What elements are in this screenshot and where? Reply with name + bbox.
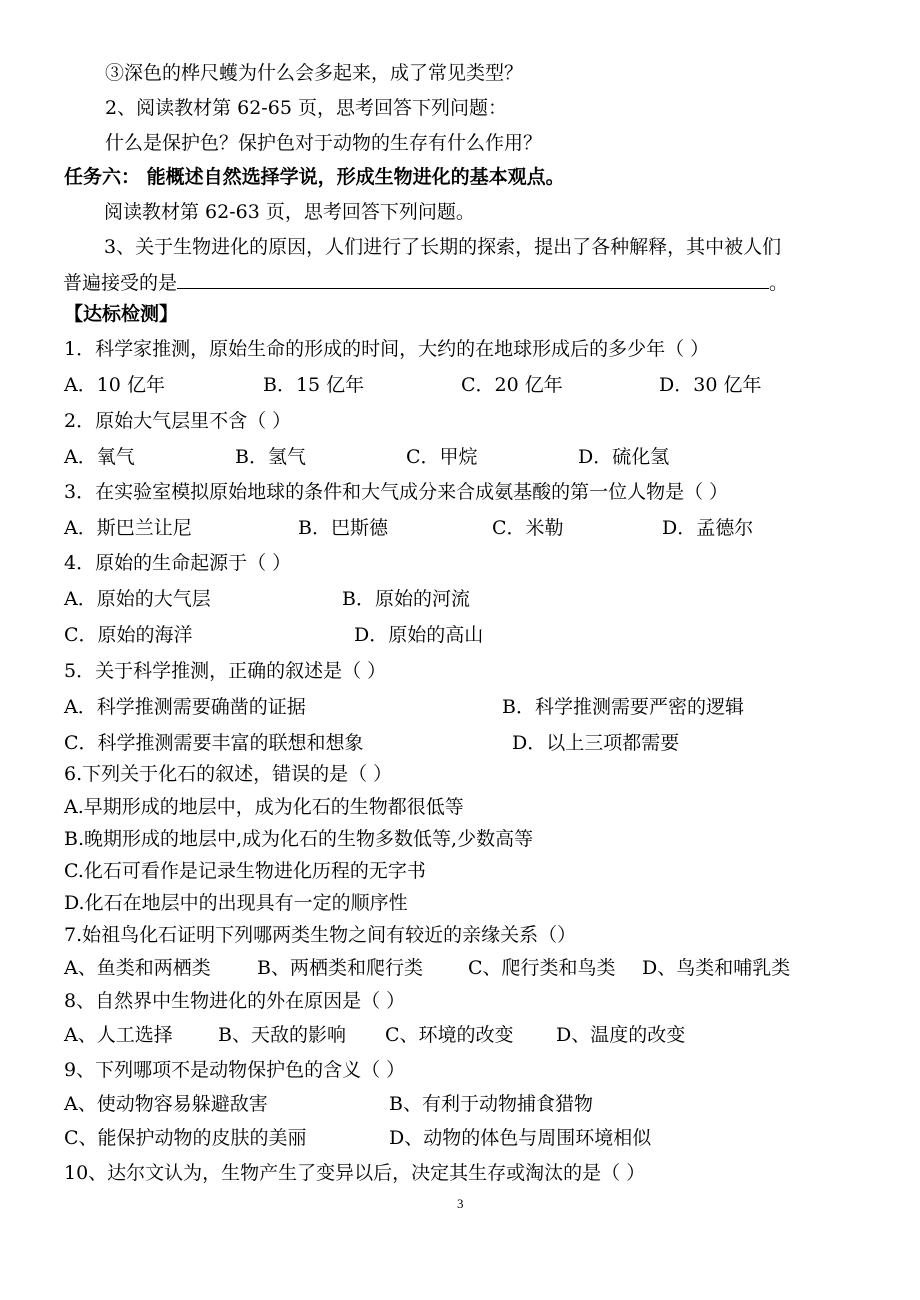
question-stem: 3．在实验室模拟原始地球的条件和大气成分来合成氨基酸的第一位人物是（ ） — [64, 481, 729, 503]
option-d: D、动物的体色与周围环境相似 — [389, 1127, 652, 1149]
intro-line-3: 什么是保护色？保护色对于动物的生存有什么作用？ — [105, 132, 543, 154]
option-b: B．氢气 — [235, 446, 306, 468]
option-d: D．以上三项都需要 — [512, 732, 680, 754]
question-stem: 10、达尔文认为，生物产生了变异以后，决定其生存或淘汰的是（ ） — [64, 1162, 646, 1184]
question-stem: 7.始祖鸟化石证明下列哪两类生物之间有较近的亲缘关系（） — [64, 924, 577, 946]
option-b: B、有利于动物捕食猎物 — [389, 1093, 593, 1115]
question-stem: 4．原始的生命起源于（ ） — [64, 552, 292, 574]
option-c: C.化石可看作是记录生物进化历程的无字书 — [64, 860, 426, 882]
option-d: D.化石在地层中的出现具有一定的顺序性 — [64, 892, 408, 914]
option-a: A．科学推测需要确凿的证据 — [64, 696, 306, 718]
option-c: C．20 亿年 — [461, 374, 563, 396]
check-heading: 【达标检测】 — [64, 303, 179, 325]
question-3-end: 。 — [769, 272, 789, 294]
page-number: 3 — [457, 1196, 464, 1211]
option-d: D．硫化氢 — [578, 446, 670, 468]
question-stem: 8、自然界中生物进化的外在原因是（ ） — [64, 990, 406, 1012]
option-c: C．原始的海洋 — [64, 624, 193, 646]
option-b: B、天敌的影响 — [218, 1024, 346, 1046]
option-b: B．巴斯德 — [298, 517, 388, 539]
task6-read-instruction: 阅读教材第 62-63 页，思考回答下列问题。 — [104, 201, 475, 223]
option-c: C、爬行类和鸟类 — [468, 957, 616, 979]
question-3-line-1: 3、关于生物进化的原因，人们进行了长期的探索，提出了各种解释，其中被人们 — [104, 236, 782, 258]
option-a: A、使动物容易躲避敌害 — [64, 1093, 268, 1115]
option-a: A．斯巴兰让尼 — [64, 517, 192, 539]
answer-blank — [177, 270, 769, 289]
question-stem: 6.下列关于化石的叙述，错误的是（ ） — [64, 763, 393, 785]
question-stem: 9、下列哪项不是动物保护色的含义（ ） — [64, 1059, 406, 1081]
option-c: C．甲烷 — [406, 446, 478, 468]
option-a: A、鱼类和两栖类 — [64, 957, 211, 979]
option-b: B、两栖类和爬行类 — [257, 957, 423, 979]
option-b: B．科学推测需要严密的逻辑 — [502, 696, 744, 718]
question-3-line-2 — [63, 270, 788, 295]
question-3-prefix: 普遍接受的是 — [63, 272, 178, 294]
question-stem: 5．关于科学推测，正确的叙述是（ ） — [64, 660, 387, 682]
option-b: B．15 亿年 — [263, 374, 365, 396]
option-c: C．米勒 — [492, 517, 564, 539]
option-c: C、环境的改变 — [385, 1024, 514, 1046]
question-stem: 2．原始大气层里不含（ ） — [64, 410, 292, 432]
option-a: A．原始的大气层 — [64, 588, 211, 610]
option-d: D．原始的高山 — [354, 624, 484, 646]
option-b: B．原始的河流 — [342, 588, 470, 610]
option-d: D、鸟类和哺乳类 — [642, 957, 791, 979]
option-b: B.晚期形成的地层中,成为化石的生物多数低等,少数高等 — [64, 828, 534, 850]
option-d: D．30 亿年 — [659, 374, 762, 396]
option-c: C．科学推测需要丰富的联想和想象 — [64, 732, 364, 754]
task6-title: 任务六： 能概述自然选择学说，形成生物进化的基本观点。 — [64, 166, 565, 188]
option-a: A．10 亿年 — [64, 374, 165, 396]
option-d: D、温度的改变 — [556, 1024, 686, 1046]
option-a: A．氧气 — [64, 446, 135, 468]
intro-line-1: ③深色的桦尺蠖为什么会多起来，成了常见类型？ — [105, 62, 524, 84]
option-d: D．孟德尔 — [662, 517, 754, 539]
option-a: A、人工选择 — [64, 1024, 173, 1046]
option-a: A.早期形成的地层中，成为化石的生物都很低等 — [64, 796, 464, 818]
question-stem: 1．科学家推测，原始生命的形成的时间，大约的在地球形成后的多少年（ ） — [64, 338, 710, 360]
option-c: C、能保护动物的皮肤的美丽 — [64, 1127, 307, 1149]
intro-line-2: 2、阅读教材第 62-65 页，思考回答下列问题： — [105, 97, 507, 119]
